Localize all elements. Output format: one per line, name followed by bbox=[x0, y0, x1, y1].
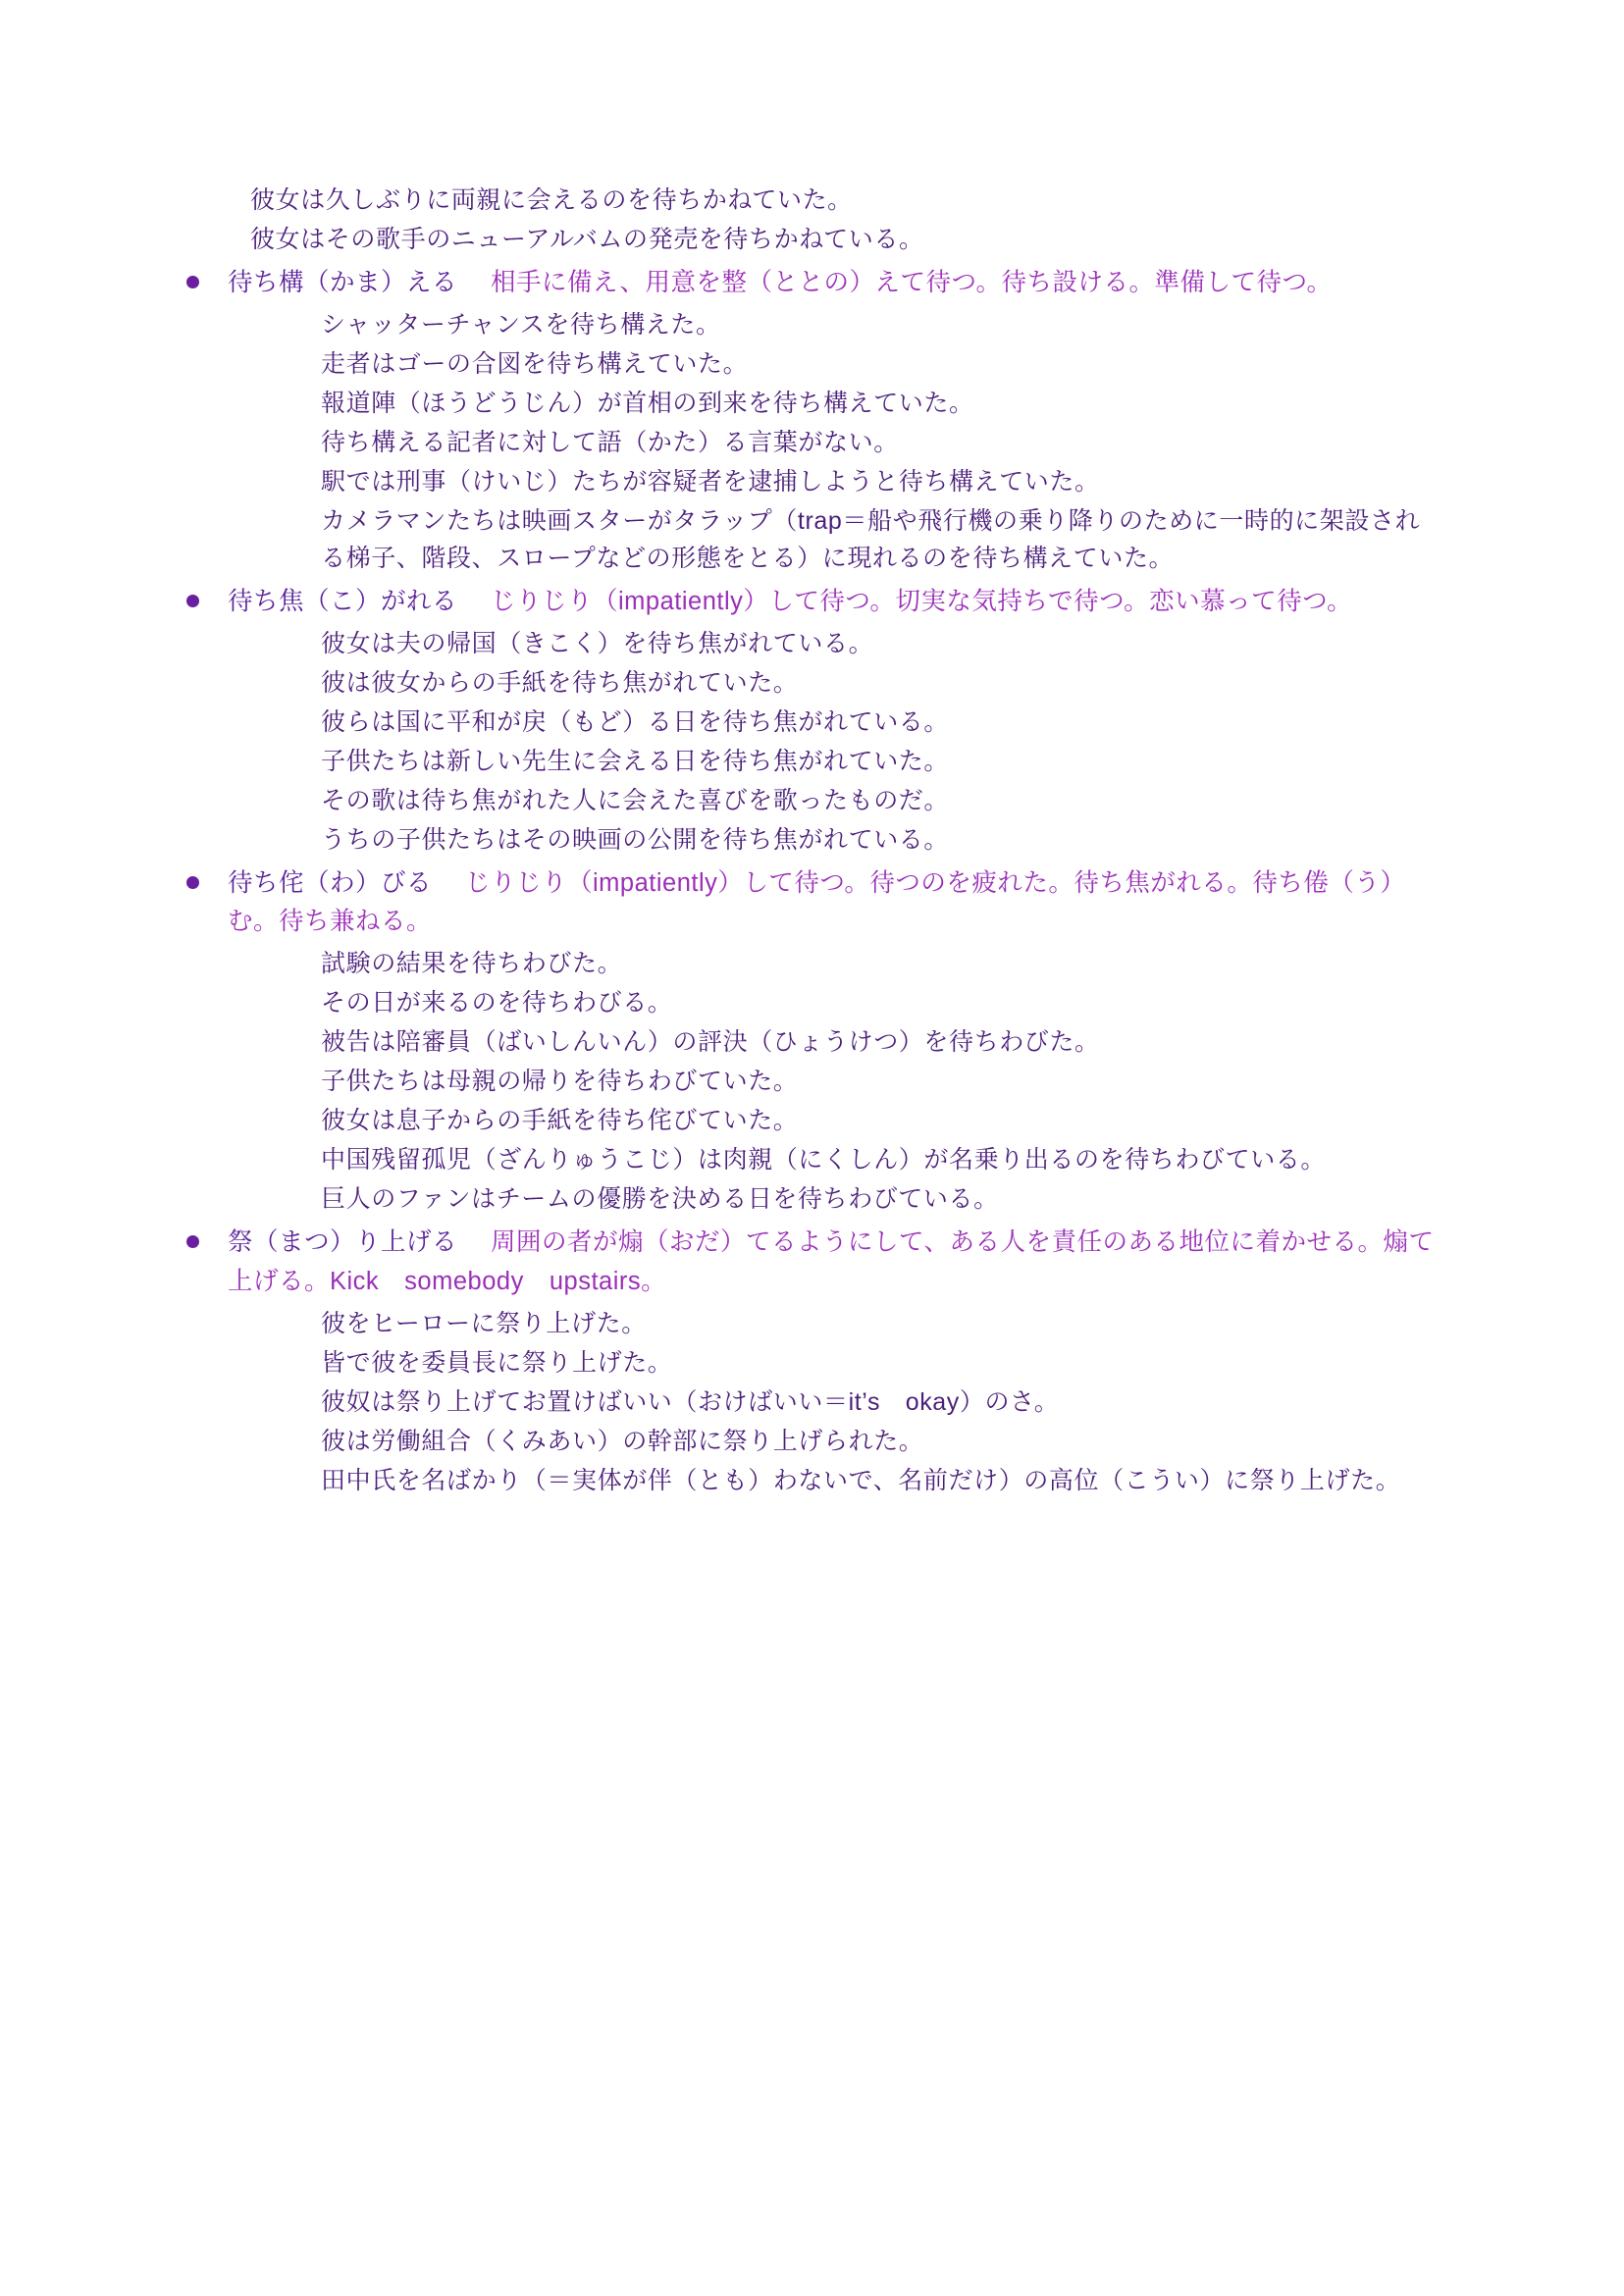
example-line: 彼女は夫の帰国（きこく）を待ち焦がれている。 bbox=[321, 629, 874, 657]
entry-term: 祭（まつ）り上げる bbox=[228, 1228, 458, 1257]
bullet-icon bbox=[186, 276, 199, 288]
example-line: 彼をヒーローに祭り上げた。 bbox=[321, 1309, 647, 1337]
example-line: 待ち構える記者に対して語（かた）る言葉がない。 bbox=[321, 428, 899, 456]
example-line: 皆で彼を委員長に祭り上げた。 bbox=[321, 1348, 673, 1377]
entry-term: 待ち侘（わ）びる bbox=[228, 868, 433, 897]
example-line: 子供たちは新しい先生に会える日を待ち焦がれていた。 bbox=[321, 747, 950, 775]
example-line: 巨人のファンはチームの優勝を決める日を待ちわびている。 bbox=[321, 1185, 999, 1214]
example-line: 被告は陪審員（ばいしんいん）の評決（ひょうけつ）を待ちわびた。 bbox=[321, 1028, 1100, 1057]
dictionary-entry bbox=[157, 1224, 1438, 1499]
example-line: 彼奴は祭り上げてお置けばいい（おけばいい＝it’s okay）のさ。 bbox=[321, 1387, 1060, 1416]
example-line: 彼らは国に平和が戻（もど）る日を待ち焦がれている。 bbox=[321, 707, 950, 736]
example-line: 中国残留孤児（ざんりゅうこじ）は肉親（にくしん）が名乗り出るのを待ちわびている。 bbox=[321, 1146, 1327, 1174]
example-line: 田中氏を名ばかり（＝実体が伴（とも）わないで、名前だけ）の高位（こうい）に祭り上げた。 bbox=[321, 1466, 1401, 1494]
example-line: 彼女は息子からの手紙を待ち侘びていた。 bbox=[321, 1107, 799, 1135]
entry-examples bbox=[228, 1305, 1438, 1499]
entry-term: 待ち焦（こ）がれる bbox=[228, 587, 458, 615]
entry-term: 待ち構（かま）える bbox=[228, 269, 458, 296]
bullet-icon bbox=[186, 1235, 199, 1248]
bullet-icon bbox=[186, 876, 199, 889]
entry-heading bbox=[228, 864, 1438, 943]
entry-definition: 周囲の者が煽（おだ）てるようにして、ある人を責任のある地位に着かせる。煽て上げる。Kick somebody upstairs。 bbox=[228, 1228, 1435, 1295]
example-line: うちの子供たちはその映画の公開を待ち焦がれている。 bbox=[321, 825, 950, 854]
example-line: 報道陣（ほうどうじん）が首相の到来を待ち構えていた。 bbox=[321, 389, 974, 417]
example-line: シャッターチャンスを待ち構えた。 bbox=[321, 310, 721, 339]
dictionary-entry bbox=[157, 583, 1438, 859]
example-line: 彼は労働組合（くみあい）の幹部に祭り上げられた。 bbox=[321, 1427, 924, 1455]
entry-heading bbox=[228, 583, 1438, 622]
example-line: その日が来るのを待ちわびる。 bbox=[321, 989, 673, 1018]
entry-examples bbox=[228, 625, 1438, 859]
dictionary-entry bbox=[157, 264, 1438, 577]
example-line: 走者はゴーの合図を待ち構えていた。 bbox=[321, 349, 749, 378]
example-line: 子供たちは母親の帰りを待ちわびていた。 bbox=[321, 1068, 799, 1096]
example-line: 駅では刑事（けいじ）たちが容疑者を逮捕しようと待ち構えていた。 bbox=[321, 467, 1100, 496]
dictionary-entry bbox=[157, 864, 1438, 1219]
entry-heading bbox=[228, 264, 1438, 303]
bullet-icon bbox=[186, 595, 199, 607]
entry-heading bbox=[228, 1224, 1438, 1302]
document-body bbox=[157, 182, 1438, 1499]
entry-definition: じりじり（impatiently）して待つ。切実な気持ちで待つ。恋い慕って待つ。 bbox=[491, 587, 1353, 615]
entry-examples bbox=[228, 945, 1438, 1218]
top-examples bbox=[157, 182, 1438, 258]
example-line: 彼女はその歌手のニューアルバムの発売を待ちかねている。 bbox=[250, 226, 924, 253]
example-line: カメラマンたちは映画スターがタラップ（trap＝船や飛行機の乗り降りのために一時的に架設される梯子、階段、スロープなどの形態をとる）に現れるのを待ち構えていた。 bbox=[321, 506, 1421, 572]
entry-definition: 相手に備え、用意を整（ととの）えて待つ。待ち設ける。準備して待つ。 bbox=[491, 269, 1333, 296]
example-line: その歌は待ち焦がれた人に会えた喜びを歌ったものだ。 bbox=[321, 786, 950, 814]
entry-definition: じりじり（impatiently）して待つ。待つのを疲れた。待ち焦がれる。待ち倦（う）む。待ち兼ねる。 bbox=[228, 868, 1406, 936]
example-line: 試験の結果を待ちわびた。 bbox=[321, 950, 623, 978]
example-line: 彼女は久しぶりに両親に会えるのを待ちかねていた。 bbox=[250, 186, 853, 214]
example-line: 彼は彼女からの手紙を待ち焦がれていた。 bbox=[321, 668, 799, 697]
entry-examples bbox=[228, 306, 1438, 577]
